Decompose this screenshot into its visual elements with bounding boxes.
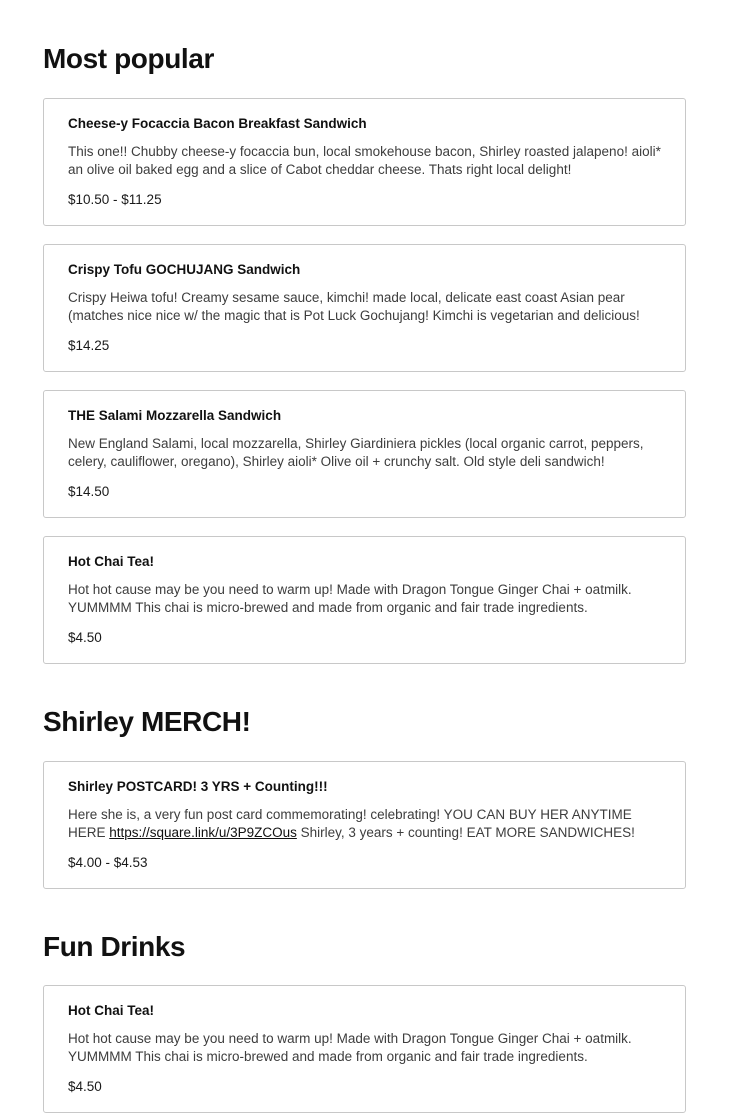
menu-item-name: Cheese-y Focaccia Bacon Breakfast Sandwich	[68, 116, 367, 131]
menu-item-card[interactable]	[43, 98, 686, 226]
menu-item-price: $4.00 - $4.53	[68, 855, 148, 870]
menu-item-name: Crispy Tofu GOCHUJANG Sandwich	[68, 262, 301, 277]
section-title-most-popular: Most popular	[43, 43, 214, 74]
menu-item-description: Hot hot cause may be you need to warm up! Made with Dragon Tongue Ginger Chai + oatmilk. YUMMMM This chai is micro-brewed and made from organic and fair trade ingredients.	[68, 1031, 632, 1064]
menu-item-name: Hot Chai Tea!	[68, 554, 155, 569]
menu-item-card[interactable]	[43, 244, 686, 372]
menu-item-name: Hot Chai Tea!	[68, 1003, 155, 1018]
postcard-link[interactable]: https://square.link/u/3P9ZCOus	[109, 825, 297, 840]
menu-item-price: $14.25	[68, 338, 110, 353]
menu-item-card[interactable]	[43, 761, 686, 889]
menu-item-price: $10.50 - $11.25	[68, 192, 162, 207]
section-title-merch: Shirley MERCH!	[43, 706, 251, 737]
menu-item-description: Crispy Heiwa tofu! Creamy sesame sauce, kimchi! made local, delicate east coast Asian pear (matches nice nice w/ the magic that is Pot Luck Gochujang! Kimchi is vegetarian and delicious!	[68, 290, 640, 323]
menu-item-name: Shirley POSTCARD! 3 YRS + Counting!!!	[68, 779, 328, 794]
description-text: Shirley, 3 years + counting! EAT MORE SANDWICHES!	[296, 825, 635, 840]
menu-item-price: $14.50	[68, 484, 110, 499]
menu-item-name: THE Salami Mozzarella Sandwich	[68, 408, 282, 423]
menu-item-card[interactable]	[43, 536, 686, 664]
menu-item-description: Hot hot cause may be you need to warm up! Made with Dragon Tongue Ginger Chai + oatmilk. YUMMMM This chai is micro-brewed and made from organic and fair trade ingredients.	[68, 582, 632, 615]
menu-item-description	[68, 806, 663, 842]
menu-item-price: $4.50	[68, 630, 102, 645]
menu-item-description: New England Salami, local mozzarella, Shirley Giardiniera pickles (local organic carrot, peppers, celery, cauliflower, oregano), Shirley aioli* Olive oil + crunchy salt. Old style deli sandwich!	[68, 436, 644, 469]
menu-item-card[interactable]	[43, 985, 686, 1113]
menu-item-description: This one!! Chubby cheese-y focaccia bun, local smokehouse bacon, Shirley roasted jalapeno! aioli* an olive oil baked egg and a slice of Cabot cheddar cheese. Thats right local delight!	[68, 144, 661, 177]
menu-item-price: $4.50	[68, 1079, 102, 1094]
menu-item-card[interactable]	[43, 390, 686, 518]
section-title-fun-drinks: Fun Drinks	[43, 931, 186, 962]
description-text: Here she is, a very fun post card commemorating! celebrating! YOU CAN BUY HER ANYTIME HERE	[68, 807, 632, 840]
